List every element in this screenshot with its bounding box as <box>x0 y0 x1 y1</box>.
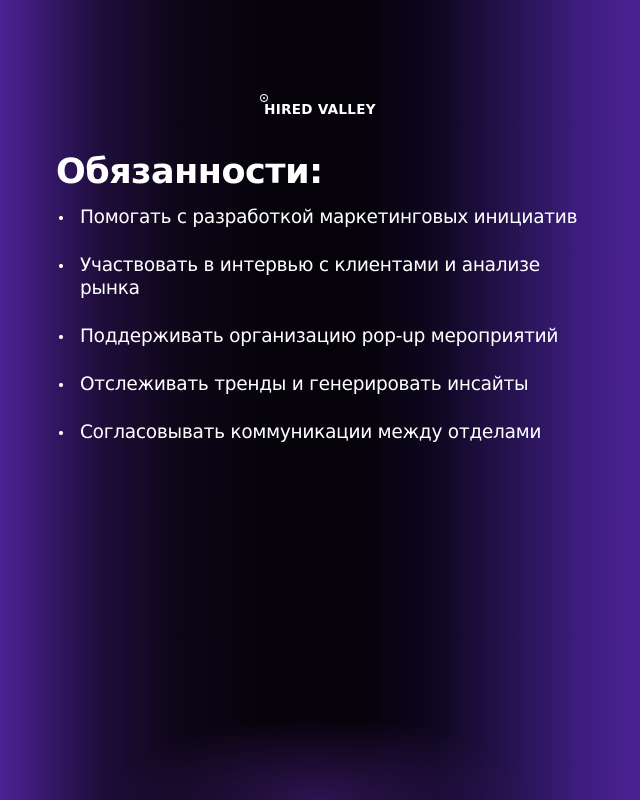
bullet-icon <box>59 335 63 339</box>
circle-dot-icon <box>260 94 268 102</box>
list-item <box>56 373 596 396</box>
list-item-text: Участвовать в интервью с клиентами и анализе рынка <box>80 255 540 299</box>
list-item <box>56 421 596 444</box>
page-title: Обязанности: <box>56 152 323 192</box>
list-item-text: Поддерживать организацию pop-up мероприятий <box>80 326 559 347</box>
list-item-text: Согласовывать коммуникации между отделами <box>80 422 542 443</box>
list-item <box>56 206 596 229</box>
bullet-icon <box>59 216 63 220</box>
duties-list <box>56 206 596 469</box>
brand-name: HIRED VALLEY <box>264 102 376 118</box>
list-item-text: Отслеживать тренды и генерировать инсайты <box>80 374 529 395</box>
list-item <box>56 254 596 300</box>
list-item <box>56 325 596 348</box>
list-item-text: Помогать с разработкой маркетинговых инициатив <box>80 207 578 228</box>
bullet-icon <box>59 431 63 435</box>
bullet-icon <box>59 383 63 387</box>
bullet-icon <box>59 264 63 268</box>
brand-logo <box>0 94 640 118</box>
